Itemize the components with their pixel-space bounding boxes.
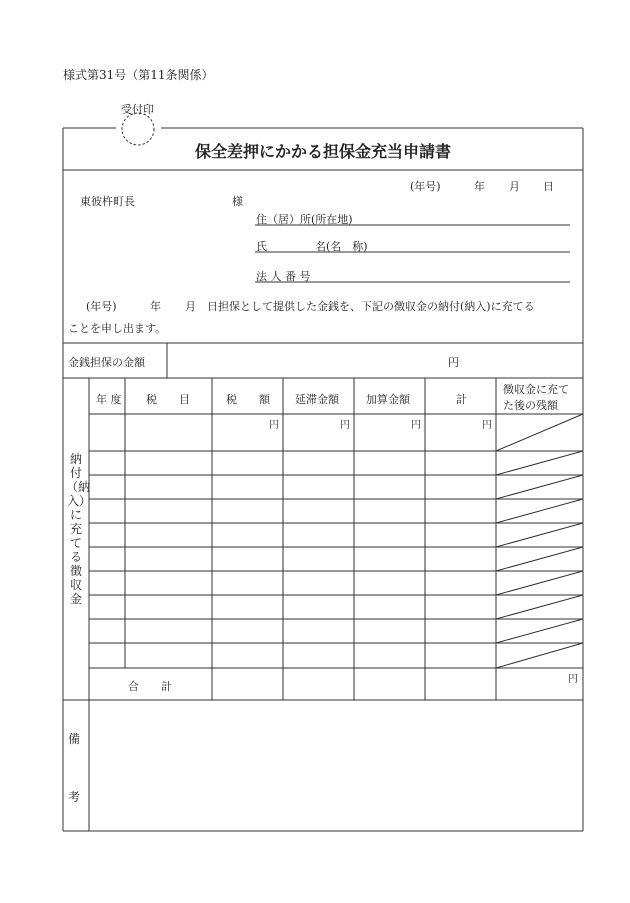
- remarks-field[interactable]: [90, 701, 582, 830]
- cell-additional-tax[interactable]: [355, 524, 424, 546]
- cell-tax-item[interactable]: [126, 620, 211, 642]
- cell-tax-item[interactable]: [126, 476, 211, 498]
- cell-delinquency[interactable]: [284, 476, 353, 498]
- cell-additional-tax[interactable]: [355, 620, 424, 642]
- cell-fiscal-year[interactable]: [90, 524, 124, 546]
- cell-additional-tax[interactable]: [355, 500, 424, 522]
- cell-total[interactable]: [426, 596, 495, 618]
- cell-balance: [497, 596, 582, 618]
- body-year: 年: [150, 300, 161, 313]
- cell-delinquency[interactable]: [284, 644, 353, 667]
- page-title: 保全差押にかかる担保金充当申請書: [194, 142, 451, 161]
- cell-tax-item[interactable]: [126, 415, 211, 450]
- cell-delinquency[interactable]: [284, 524, 353, 546]
- cash-security-field[interactable]: [168, 344, 582, 377]
- date-year: 年: [474, 180, 485, 193]
- cell-delinquency[interactable]: [284, 452, 353, 474]
- cell-tax-amount[interactable]: [213, 500, 282, 522]
- total-row-unit: 円: [568, 674, 578, 685]
- cell-fiscal-year[interactable]: [90, 500, 124, 522]
- date-month: 月: [509, 180, 520, 193]
- cell-balance: [497, 644, 582, 667]
- cell-tax-item[interactable]: [126, 548, 211, 570]
- cell-fiscal-year[interactable]: [90, 415, 124, 450]
- cell-total[interactable]: [426, 572, 495, 594]
- header-tax-item: 税 目: [146, 393, 190, 406]
- cell-tax-item[interactable]: [126, 572, 211, 594]
- cell-delinquency[interactable]: [284, 572, 353, 594]
- cell-delinquency[interactable]: [284, 415, 353, 450]
- cell-total[interactable]: [426, 476, 495, 498]
- cell-fiscal-year[interactable]: [90, 644, 124, 667]
- cell-tax-item[interactable]: [126, 596, 211, 618]
- cell-delinquency[interactable]: [284, 620, 353, 642]
- cell-additional-tax[interactable]: [355, 452, 424, 474]
- date-era: (年号): [410, 180, 441, 193]
- addressee-name: 東彼杵町長: [80, 195, 135, 208]
- cell-fiscal-year[interactable]: [90, 476, 124, 498]
- body-era: (年号): [86, 300, 117, 313]
- cell-tax-item[interactable]: [126, 644, 211, 667]
- cell-balance: [497, 620, 582, 642]
- cell-tax-amount[interactable]: [213, 452, 282, 474]
- remarks-label-2: 考: [68, 790, 81, 804]
- cell-tax-amount[interactable]: [213, 644, 282, 667]
- cell-total[interactable]: [426, 500, 495, 522]
- cell-delinquency[interactable]: [284, 596, 353, 618]
- cell-fiscal-year[interactable]: [90, 452, 124, 474]
- header-delinquency: 延滞金額: [295, 393, 339, 406]
- cell-balance: [497, 548, 582, 570]
- cell-fiscal-year[interactable]: [90, 620, 124, 642]
- body-line-2: ことを申し出ます。: [68, 322, 167, 335]
- cell-additional-tax[interactable]: [355, 572, 424, 594]
- remarks-label-1: 備: [68, 732, 81, 746]
- name-label-1: 氏: [256, 240, 267, 253]
- date-day: 日: [543, 180, 554, 193]
- cell-total[interactable]: [426, 524, 495, 546]
- cell-total[interactable]: [426, 415, 495, 450]
- cell-tax-amount[interactable]: [213, 415, 282, 450]
- form-number: 様式第31号（第11条関係）: [63, 68, 214, 82]
- corp-number-label: 法 人 番 号: [256, 270, 311, 283]
- cell-balance: [497, 476, 582, 498]
- header-balance-line-2: た後の残額: [503, 399, 558, 412]
- cell-tax-amount[interactable]: [213, 620, 282, 642]
- cell-balance: [497, 500, 582, 522]
- header-additional-tax: 加算金額: [366, 393, 410, 406]
- cell-balance: [497, 415, 582, 450]
- cell-delinquency[interactable]: [284, 500, 353, 522]
- body-line-1: 日担保として提供した金銭を、下記の徴収金の納付(納入)に充てる: [207, 300, 535, 313]
- cash-security-label: 金銭担保の金額: [68, 356, 145, 369]
- cell-additional-tax[interactable]: [355, 644, 424, 667]
- cell-tax-amount[interactable]: [213, 524, 282, 546]
- cell-additional-tax[interactable]: [355, 415, 424, 450]
- header-tax-amount: 税 額: [226, 393, 270, 406]
- header-total: 計: [456, 393, 467, 406]
- cell-total[interactable]: [426, 644, 495, 667]
- cell-tax-item[interactable]: [126, 452, 211, 474]
- cell-additional-tax[interactable]: [355, 596, 424, 618]
- cell-additional-tax[interactable]: [355, 476, 424, 498]
- name-label-2: 名(名 称): [315, 240, 368, 253]
- cell-fiscal-year[interactable]: [90, 548, 124, 570]
- header-fiscal-year: 年 度: [96, 393, 122, 406]
- cell-total[interactable]: [426, 452, 495, 474]
- total-row-label: 合 計: [128, 680, 172, 693]
- address-label: 住（居）所(所在地): [256, 213, 353, 226]
- addressee-honorific: 様: [232, 195, 243, 208]
- cell-tax-item[interactable]: [126, 524, 211, 546]
- receipt-stamp-label: 受付印: [121, 103, 154, 116]
- cell-fiscal-year[interactable]: [90, 596, 124, 618]
- cell-additional-tax[interactable]: [355, 548, 424, 570]
- cell-fiscal-year[interactable]: [90, 572, 124, 594]
- cell-tax-amount[interactable]: [213, 548, 282, 570]
- unit-additional-tax: 円: [411, 420, 421, 431]
- cell-balance: [497, 524, 582, 546]
- allocation-side-label: 納付（納入）に充てる徴収金: [66, 452, 91, 606]
- cash-security-unit: 円: [448, 356, 459, 369]
- cell-tax-item[interactable]: [126, 500, 211, 522]
- unit-total: 円: [482, 420, 492, 431]
- cell-balance: [497, 572, 582, 594]
- header-balance-line-1: 徴収金に充て: [503, 383, 569, 396]
- unit-delinquency: 円: [340, 420, 350, 431]
- cell-balance: [497, 452, 582, 474]
- unit-tax-amount: 円: [269, 420, 279, 431]
- cell-tax-amount[interactable]: [213, 596, 282, 618]
- cell-tax-amount[interactable]: [213, 476, 282, 498]
- cell-tax-amount[interactable]: [213, 572, 282, 594]
- cell-delinquency[interactable]: [284, 548, 353, 570]
- body-month: 月: [185, 300, 196, 313]
- cell-total[interactable]: [426, 620, 495, 642]
- cell-total[interactable]: [426, 548, 495, 570]
